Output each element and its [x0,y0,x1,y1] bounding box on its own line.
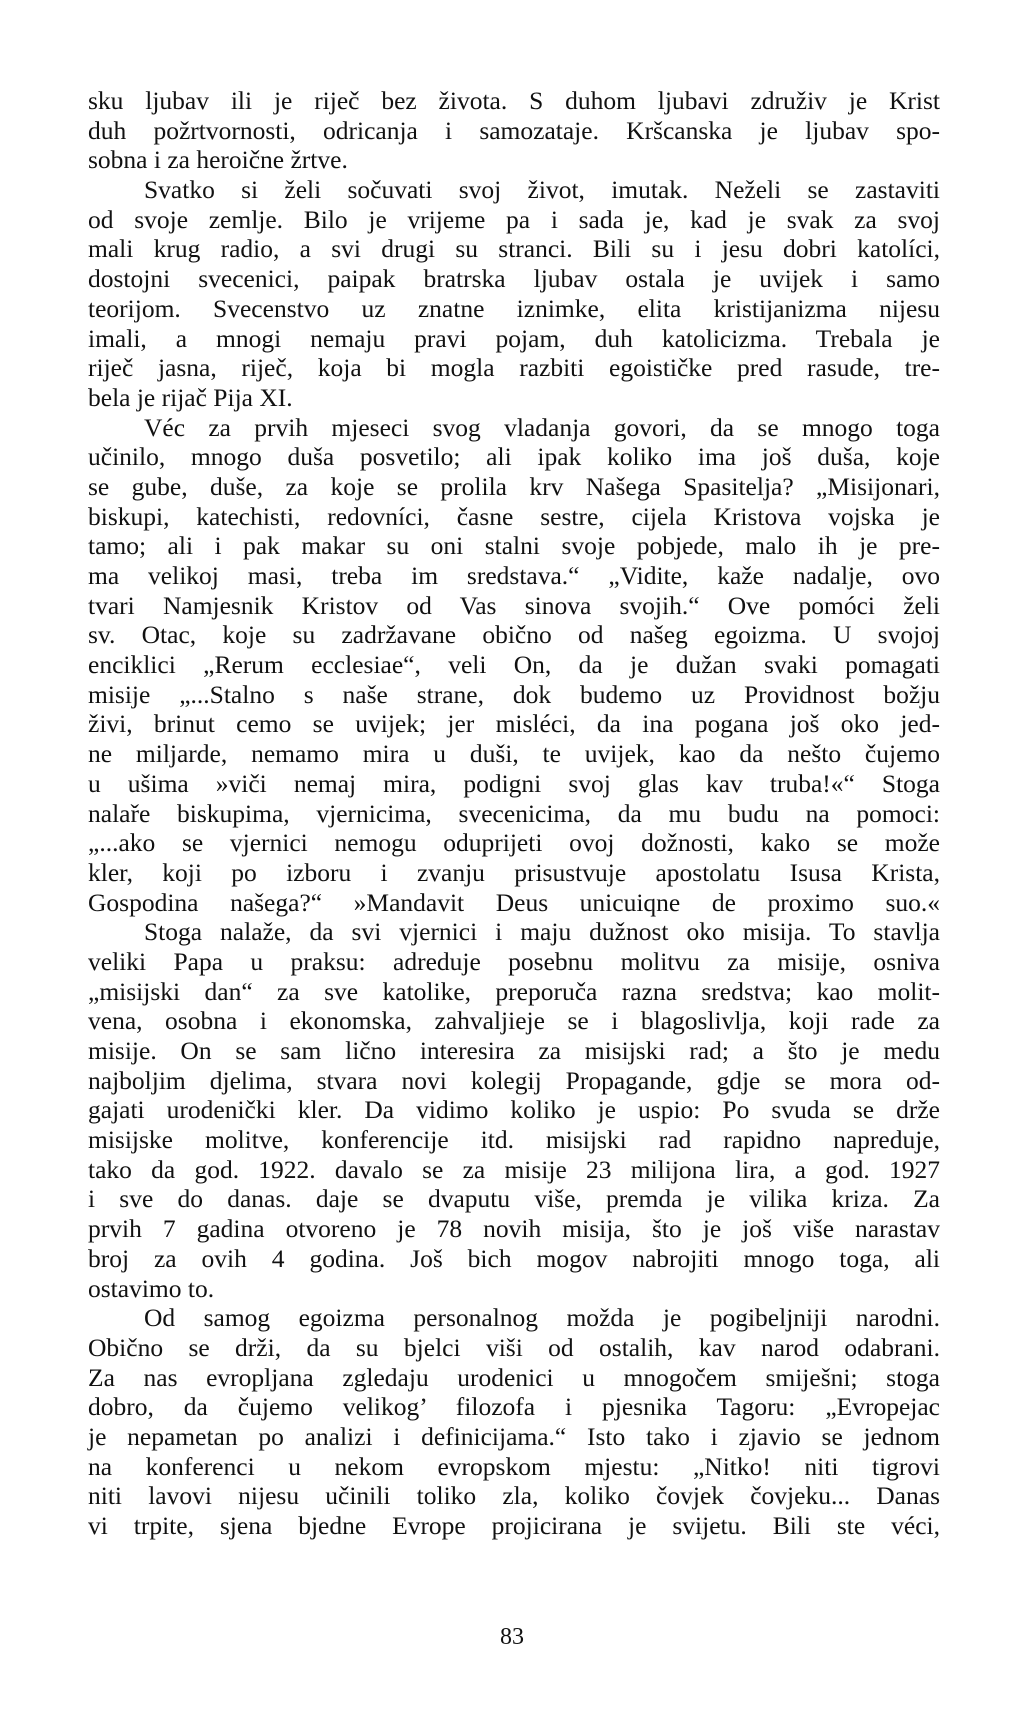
text-line: živi, brinut cemo se uvijek; jer misléci, da ina pogana još oko jed- [88,709,940,739]
text-line: Za nas evropljana zgledaju urodenici u mnogočem smiješni; stoga [88,1362,940,1392]
text-line: niti lavovi nijesu učinili toliko zla, koliko čovjek čovjeku... Danas [88,1481,940,1511]
text-line: najboljim djelima, stvara novi kolegij Propagande, gdje se mora od- [88,1065,940,1095]
text-line: tvari Namjesnik Kristov od Vas sinova svojih.“ Ove pomóci želi [88,590,940,620]
text-line: Véc za prvih mjeseci svog vladanja govori, da se mnogo toga [144,412,940,442]
text-line: prvih 7 gadina otvoreno je 78 novih misija, što je još više narastav [88,1214,940,1244]
text-line: tako da god. 1922. davalo se za misije 23 milijona lira, a god. 1927 [88,1154,940,1184]
text-line: ma velikoj masi, treba im sredstava.“ „Vidite, kaže nadalje, ovo [88,561,940,590]
text-line: imali, a mnogi nemaju pravi pojam, duh katolicizma. Trebala je [88,323,940,353]
text-line: enciklici „Rerum ecclesiae“, veli On, da je dužan svaki pomagati [88,650,940,680]
text-line: na konferenci u nekom evropskom mjestu: „Nitko! niti tigrovi [88,1451,940,1481]
text-line: veliki Papa u praksu: adreduje posebnu molitvu za misije, osniva [88,946,940,976]
text-line: je nepametan po analizi i definicijama.“ Isto tako i zjavio se jednom [88,1421,940,1451]
text-line: misije „...Stalno s naše strane, dok budemo uz Providnost božju [88,679,940,709]
text-line: vena, osobna i ekonomska, zahvaljieje se i blagoslivlja, koji rade za [88,1006,940,1036]
text-line: sku ljubav ili je riječ bez života. S duhom ljubavi združiv je Krist [88,86,940,115]
text-line: riječ jasna, riječ, koja bi mogla razbiti egoističke pred rasude, tre- [88,353,940,383]
text-line: dostojni svecenici, paipak bratrska ljubav ostala je uvijek i samo [88,264,940,294]
text-line: Od samog egoizma personalnog možda je pogibeljniji narodni. [144,1303,940,1333]
text-line: gajati urodenički kler. Da vidimo koliko je uspio: Po svuda se drže [88,1095,940,1125]
text-line: se gube, duše, za koje se prolila krv Našega Spasitelja? „Misijonari, [88,471,940,501]
text-line: učinilo, mnogo duša posvetilo; ali ipak koliko ima još duša, koje [88,442,940,472]
text-line: „...ako se vjernici nemogu oduprijeti ovoj dožnosti, kako se može [88,828,940,858]
text-line: ne miljarde, nemamo mira u duši, te uvijek, kao da nešto čujemo [88,739,940,769]
text-line: nalaře biskupima, vjernicima, svecenicima, da mu budu na pomoci: [88,798,940,828]
text-line: mali krug radio, a svi drugi su stranci. Bili su i jesu dobri katolíci, [88,234,940,264]
page-body-text [88,86,940,1541]
text-line: Obično se drži, da su bjelci viši od ostalih, kav narod odabrani. [88,1332,940,1362]
text-line: u ušima »viči nemaj mira, podigni svoj glas kav truba!«“ Stoga [88,768,940,798]
text-line: od svoje zemlje. Bilo je vrijeme pa i sada je, kad je svak za svoj [88,204,940,234]
text-line: biskupi, katechisti, redovníci, časne sestre, cijela Kristova vojska je [88,501,940,531]
text-line: Stoga nalaže, da svi vjernici i maju dužnost oko misija. To stavlja [144,917,940,947]
text-line: Gospodina našega?“ »Mandavit Deus unicuiqne de proximo suo.« [88,887,940,917]
text-line: Svatko si želi sočuvati svoj život, imutak. Neželi se zastaviti [144,175,940,205]
text-line: sv. Otac, koje su zadržavane obično od našeg egoizma. U svojoj [88,620,940,650]
text-line: ostavimo to. [88,1273,215,1303]
text-line: sobna i za heroične žrtve. [88,145,348,175]
page-number: 83 [500,1624,524,1650]
text-line: dobro, da čujemo velikog’ filozofa i pjesnika Tagoru: „Evropejac [88,1392,940,1422]
text-line: kler, koji po izboru i zvanju prisustvuje apostolatu Isusa Krista, [88,857,940,887]
text-line: vi trpite, sjena bjedne Evrope projicirana je svijetu. Bili ste véci, [88,1511,940,1540]
text-line: duh požrtvornosti, odricanja i samozataje. Kršcanska je ljubav spo- [88,115,940,145]
text-line: i sve do danas. daje se dvaputu više, premda je vilika kriza. Za [88,1184,940,1214]
text-line: tamo; ali i pak makar su oni stalni svoje pobjede, malo ih je pre- [88,531,940,561]
text-line: misije. On se sam lično interesira za misijski rad; a što je medu [88,1036,940,1065]
text-line: „misijski dan“ za sve katolike, preporuča razna sredstva; kao molit- [88,976,940,1006]
text-line: misijske molitve, konferencije itd. misijski rad rapidno napreduje, [88,1125,940,1155]
text-line: bela je rijač Pija XI. [88,382,293,412]
text-line: teorijom. Svecenstvo uz znatne iznimke, elita kristijanizma nijesu [88,293,940,323]
text-line: broj za ovih 4 godina. Još bich mogov nabrojiti mnogo toga, ali [88,1243,940,1273]
